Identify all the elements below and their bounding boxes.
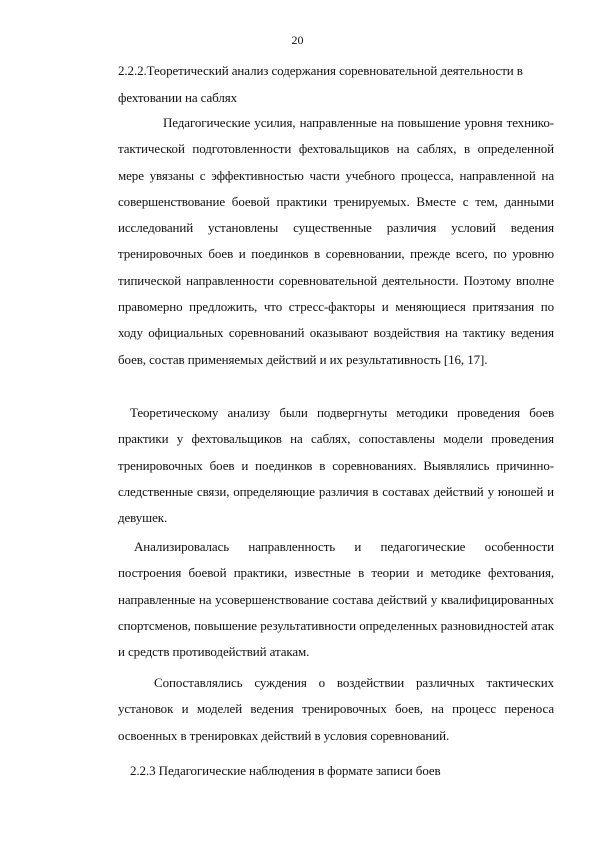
- paragraph-4: Сопоставлялись суждения о воздействии различных тактических установок и моделей ведения тренировочных боев, на процесс переноса освоенных в тренировках действий в условия соревнований.: [118, 675, 554, 743]
- subsection-heading: 2.2.3 Педагогические наблюдения в формате записи боев: [130, 763, 441, 778]
- paragraph-3: Анализировалась направленность и педагогические особенности построения боевой практики, известные в теории и методике фехтования, направленные на усовершенствование состава действий у квалифицированных спортсменов, повышение результативности определенных разновидностей атак и средств противодействий атакам.: [118, 539, 554, 660]
- paragraph-1: Педагогические усилия, направленные на повышение уровня технико-тактической подготовленности фехтовальщиков на саблях, в определенной мере увязаны с эффективностью части учебного процесса, направленной на совершенствование боевой практики тренируемых. Вместе с тем, данными исследований установлены существенные различия условий ведения тренировочных боев и поединков в соревновании, прежде всего, по уровню типической направленности соревновательной деятельности. Поэтому вполне правомерно предложить, что стресс-факторы и меняющиеся притязания по ходу официальных соревнований оказывают воздействия на тактику ведения боев, состав применяемых действий и их результативность [16, 17].: [118, 115, 554, 367]
- page-number: 20: [291, 33, 304, 47]
- paragraph-2: Теоретическому анализу были подвергнуты методики проведения боев практики у фехтовальщиков на саблях, сопоставлены модели проведения тренировочных боев и поединков в соревнованиях. Выявлялись причинно-следственные связи, определяющие различия в составах действий у юношей и девушек.: [118, 405, 554, 526]
- section-heading: 2.2.2.Теоретический анализ содержания соревновательной деятельности в фехтовании на саблях: [118, 63, 523, 105]
